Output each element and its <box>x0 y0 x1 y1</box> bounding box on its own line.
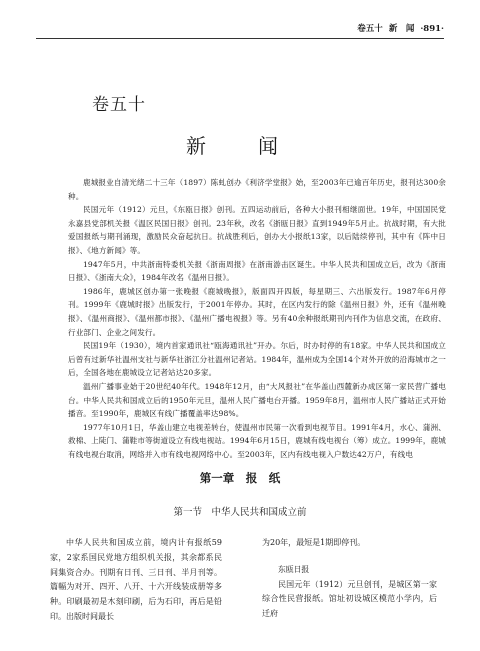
intro-paragraph: 民国19年（1930），境内首家通讯社“瓯海通讯社”开办。尔后，时办时停的有18家。中华人民共和国成立后曾有过新华社温州支社与新华社浙江分社温州记者站。1984年，温州成为全国14个对外开放的沿海城市之一后，全国各地在鹿城设立记者站达20多家。 <box>68 341 446 378</box>
left-column-text: 中华人民共和国成立前，境内计有报纸59家，2家系国民党地方组织机关报，其余都系民间集资合办。刊期有日刊、三日刊、半月刊等。篇幅为对开、四开、八开、十六开线装成册等多种。印刷最初是木刻印刷，后为石印，再后是铅印。出版时间最长 <box>50 538 222 621</box>
intro-paragraph: 1947年5月，中共浙南特委机关报《浙南周报》在浙南游击区诞生。中华人民共和国成立后，改为《浙南日报》、《浙南大众》，1984年改名《温州日报》。 <box>68 259 446 283</box>
page-title: 新 闻 <box>186 134 294 158</box>
subsection-heading: 东瓯日报 <box>278 564 310 574</box>
intro-paragraph: 1977年10月1日，华盖山建立电视差转台，使温州市民第一次看到电视节目。1991年4月，水心、蒲洲、救棉、上陡门、蒲鞋市等街道设立有线电视站。1994年6月15日，鹿城有线电视台（筹）成立。1999年，鹿城有线电视台取消，网络并入市有线电视网络中心。至2003年，区内有线电视入户数达42万户，有线电 <box>68 422 446 459</box>
left-column <box>50 536 222 625</box>
header-rule <box>36 38 444 39</box>
volume-title: 卷五十 <box>92 95 146 115</box>
header-volume: 卷五十 <box>357 24 383 34</box>
page-number: ·891· <box>420 24 444 34</box>
header-title: 新 闻 <box>388 24 415 34</box>
right-column <box>262 536 437 622</box>
intro-text <box>68 176 446 461</box>
running-header <box>36 22 444 38</box>
chapter-heading: 第一章 报 纸 <box>199 471 281 485</box>
intro-paragraph: 1986年，鹿城区创办第一张晚报《鹿城晚报》，版面四开四版，每星期三、六出版发行。1987年6月停刊。1999年《鹿城时报》出版发行，于2001年停办。其时，在区内发行的除《温州日报》外，还有《温州晚报》、《温州商报》、《温州都市报》、《温州广播电视报》等。另有40余种报纸期刊内刊作为信息交流，在政府、行业部门、企业之间发行。 <box>68 286 446 337</box>
right-column-continuation: 为20年，最短是1期即停刊。 <box>262 538 366 547</box>
section-heading: 第一节 中华人民共和国成立前 <box>173 507 307 518</box>
intro-paragraph: 鹿城报业自清光绪二十三年（1897）陈虬创办《利济学堂报》始，至2003年已逾百年历史，报刊达300余种。 <box>68 178 446 201</box>
intro-paragraph: 温州广播事业始于20世纪40年代。1948年12月，由“大风报社”在华盖山西麓新办成区第一家民营广播电台。中华人民共和国成立后的1950年元旦，温州人民广播电台开播。1959年8月，温州市人民广播站正式开始播音。至1990年，鹿城区有线广播覆盖率达98%。 <box>68 381 446 419</box>
right-column-text: 民国元年（1912）元旦创刊，是城区第一家综合性民营报纸。馆址初设城区模范小学内，后迁府 <box>262 579 437 619</box>
intro-paragraph: 民国元年（1912）元旦，《东瓯日报》创刊。五四运动前后，各种大小报刊相继面世。19年，中国国民党永嘉县党部机关报《温区民国日报》创刊。23年秋，改名《浙瓯日报》直到1949年5月止。抗战时期，有大批爱国报纸与期刊涌现，激励民众奋起抗日。抗战胜利后，创办大小报纸13家，以后陆续停刊，其中有《阵中日报》、《地方新闻》等。 <box>68 205 446 255</box>
